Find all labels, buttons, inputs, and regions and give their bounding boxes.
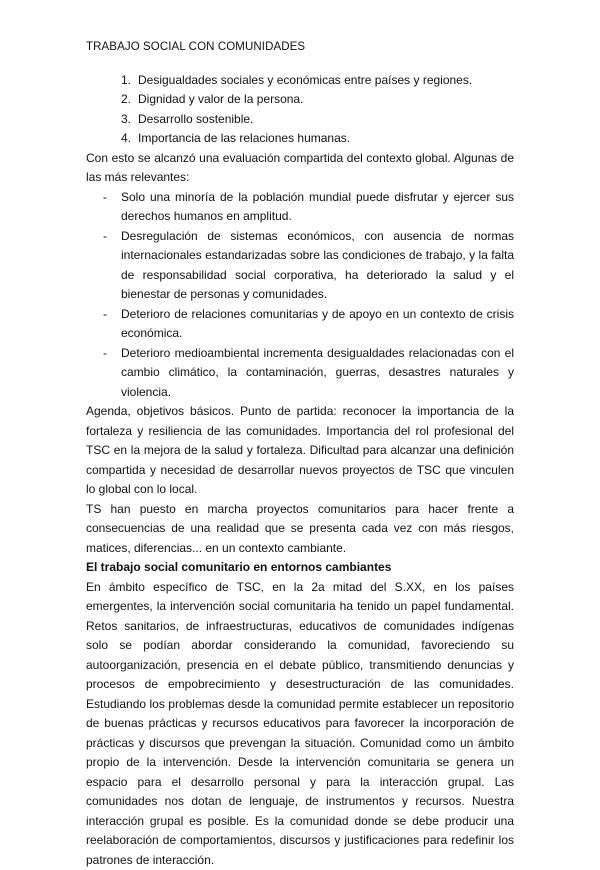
section-heading: El trabajo social comunitario en entornos cambiantes bbox=[86, 558, 514, 578]
list-item bbox=[121, 71, 514, 91]
list-item-text: Importancia de las relaciones humanas. bbox=[138, 129, 514, 149]
list-item-text: Desarrollo sostenible. bbox=[138, 110, 514, 130]
list-item bbox=[121, 129, 514, 149]
list-number: 3. bbox=[121, 110, 138, 130]
page-header: TRABAJO SOCIAL CON COMUNIDADES bbox=[86, 38, 514, 58]
list-item bbox=[103, 344, 514, 403]
list-item bbox=[103, 188, 514, 227]
paragraph-context: Con esto se alcanzó una evaluación compartida del contexto global. Algunas de las más relevantes: bbox=[86, 149, 514, 188]
list-item-text: Desregulación de sistemas económicos, con ausencia de normas internacionales estandarizadas sobre las condiciones de trabajo, y la falta de responsabilidad social corporativa, ha deteriorado la salud y el bienestar de personas y comunidades. bbox=[121, 227, 514, 305]
list-item-text: Desigualdades sociales y económicas entre países y regiones. bbox=[138, 71, 514, 91]
dash-bullet: - bbox=[103, 344, 121, 403]
list-item bbox=[103, 305, 514, 344]
list-item bbox=[103, 227, 514, 305]
list-item bbox=[121, 110, 514, 130]
list-item-text: Deterioro medioambiental incrementa desigualdades relacionadas con el cambio climático, la contaminación, guerras, desastres naturales y violencia. bbox=[121, 344, 514, 403]
dash-bullet: - bbox=[103, 188, 121, 227]
list-item-text: Dignidad y valor de la persona. bbox=[138, 90, 514, 110]
paragraph-community-work: En ámbito específico de TSC, en la 2a mitad del S.XX, en los países emergentes, la intervención social comunitaria ha tenido un papel fundamental. Retos sanitarios, de infraestructuras, educativos de comunidades indígenas solo se podían abordar considerando la comunidad, favoreciendo su autoorganización, presencia en el debate público, transmitiendo denuncias y procesos de empobrecimiento y desestructuración de las comunidades. Estudiando los problemas desde la comunidad permite establecer un repositorio de buenas prácticas y recursos educativos para favorecer la incorporación de prácticas y discursos que prevengan la situación. Comunidad como un ámbito propio de la intervención. Desde la intervención comunitaria se genera un espacio para el desarrollo personal y para la interacción grupal. Las comunidades nos dotan de lenguaje, de instrumentos y recursos. Nuestra interacción grupal es posible. Es la comunidad donde se debe producir una reelaboración de comportamientos, discursos y justificaciones para redefinir los patrones de interacción. bbox=[86, 578, 514, 870]
dash-bullet: - bbox=[103, 227, 121, 305]
numbered-list bbox=[86, 71, 514, 149]
list-item-text: Deterioro de relaciones comunitarias y de apoyo en un contexto de crisis económica. bbox=[121, 305, 514, 344]
list-number: 1. bbox=[121, 71, 138, 91]
dash-list bbox=[86, 188, 514, 403]
list-number: 4. bbox=[121, 129, 138, 149]
list-item bbox=[121, 90, 514, 110]
paragraph-projects: TS han puesto en marcha proyectos comunitarios para hacer frente a consecuencias de una realidad que se presenta cada vez con más riesgos, matices, diferencias... en un contexto cambiante. bbox=[86, 500, 514, 559]
dash-bullet: - bbox=[103, 305, 121, 344]
list-item-text: Solo una minoría de la población mundial puede disfrutar y ejercer sus derechos humanos en amplitud. bbox=[121, 188, 514, 227]
list-number: 2. bbox=[121, 90, 138, 110]
paragraph-agenda: Agenda, objetivos básicos. Punto de partida: reconocer la importancia de la fortaleza y resiliencia de las comunidades. Importancia del rol profesional del TSC en la mejora de la salud y fortaleza. Dificultad para alcanzar una definición compartida y necesidad de desarrollar nuevos proyectos de TSC que vinculen lo global con lo local. bbox=[86, 402, 514, 500]
